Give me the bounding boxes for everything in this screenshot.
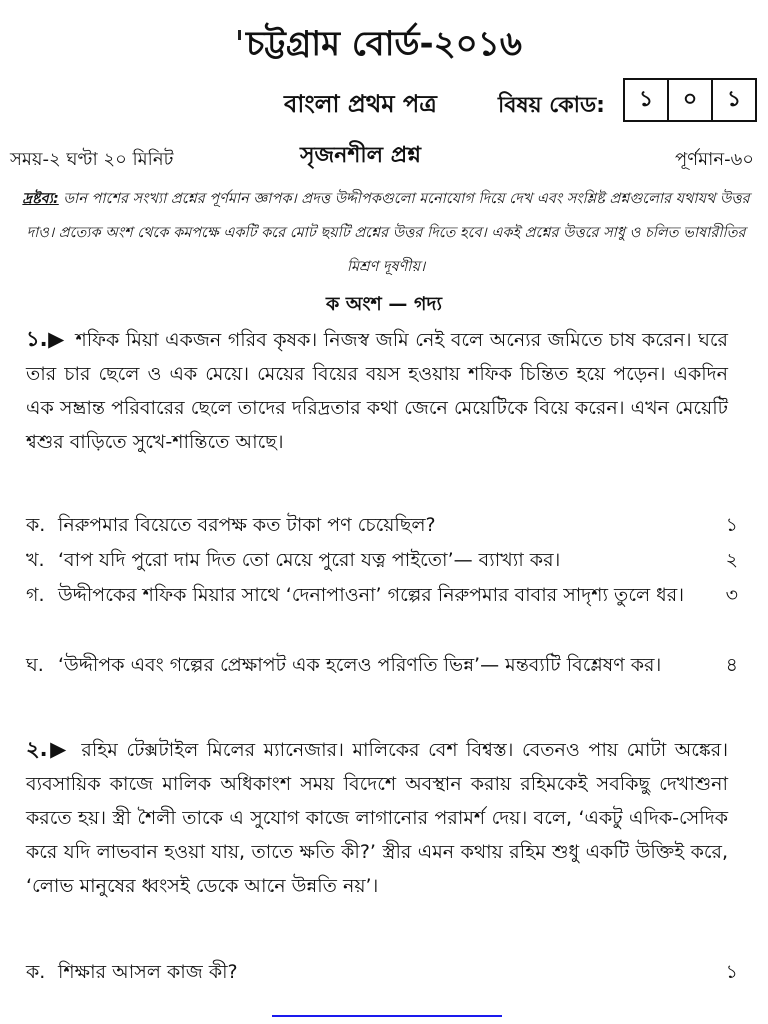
- subject-code-digit: ০: [667, 78, 713, 122]
- subject-code-digit: ১: [623, 78, 669, 122]
- subject-code-boxes: [625, 78, 757, 122]
- question-marks: ১: [725, 514, 738, 536]
- subject-code-label: বিষয় কোড:: [498, 93, 605, 118]
- question-2-stimulus: [26, 732, 728, 903]
- board-title: চট্টগ্রাম বোর্ড-২০১৬: [246, 24, 522, 64]
- note-text: ডান পাশের সংখ্যা প্রশ্নের পূর্ণমান জ্ঞাপক। প্রদত্ত উদ্দীপকগুলো মনোযোগ দিয়ে দেখ এবং সংশ্লিষ্ট প্রশ্নগুলোর যথাযথ উত্তর দাও। প্রত্যেক অংশ থেকে কমপক্ষে একটি করে মোট ছয়টি প্রশ্নের উত্তর দিতে হবে। একই প্রশ্নের উত্তরে সাধু ও চলিত ভাষারীতির মিশ্রণ দূষণীয়।: [26, 191, 750, 275]
- question-letter: ক.: [26, 961, 46, 983]
- question-1-number: ১.▶: [26, 327, 65, 351]
- question-2-part-ka: [26, 955, 738, 989]
- question-marks: ৩: [725, 584, 738, 606]
- full-marks: পূর্ণমান-৬০: [675, 149, 754, 170]
- link-underline[interactable]: [272, 1015, 502, 1017]
- question-1-stimulus: [26, 322, 728, 459]
- section-type: সৃজনশীল প্রশ্ন: [300, 143, 421, 168]
- question-1-part-gha: [26, 648, 738, 682]
- paper-title: বাংলা প্রথম পত্র: [284, 90, 437, 118]
- question-letter: গ.: [26, 584, 45, 606]
- question-marks: ৪: [725, 654, 738, 676]
- question-letter: ক.: [26, 514, 46, 536]
- question-text: উদ্দীপকের শফিক মিয়ার সাথে ‘দেনাপাওনা’ গল্পের নিরুপমার বাবার সাদৃশ্য তুলে ধর।: [58, 584, 685, 606]
- subject-code-digit: ১: [711, 78, 757, 122]
- question-2-number: ২.▶: [26, 737, 69, 761]
- question-text: ‘উদ্দীপক এবং গল্পের প্রেক্ষাপট এক হলেও পরিণতি ভিন্ন’— মন্তব্যটি বিশ্লেষণ কর।: [58, 654, 662, 676]
- question-1-part-ga: [26, 578, 738, 612]
- question-letter: খ.: [26, 549, 45, 571]
- question-1-stimulus-text: শফিক মিয়া একজন গরিব কৃষক। নিজস্ব জমি নেই বলে অন্যের জমিতে চাষ করেন। ঘরে তার চার ছেলে ও এক মেয়ে। মেয়ের বিয়ের বয়স হওয়ায় শফিক চিন্তিত হয়ে পড়েন। একদিন এক সম্ভ্রান্ত পরিবারের ছেলে তাদের দরিদ্রতার কথা জেনে মেয়েটিকে বিয়ে করেন। এখন মেয়েটি শ্বশুর বাড়িতে সুখে-শান্তিতে আছে।: [26, 329, 728, 453]
- question-text: ‘বাপ যদি পুরো দাম দিত তো মেয়ে পুরো যত্ন পাইতো’— ব্যাখ্যা কর।: [58, 549, 561, 571]
- question-letter: ঘ.: [26, 654, 44, 676]
- question-marks: ১: [725, 961, 738, 983]
- exam-duration: সময়-২ ঘণ্টা ২০ মিনিট: [10, 149, 174, 170]
- question-marks: ২: [725, 549, 738, 571]
- part-heading: ক অংশ — গদ্য: [326, 293, 442, 315]
- instructions-note: [22, 182, 750, 284]
- question-text: নিরুপমার বিয়েতে বরপক্ষ কত টাকা পণ চেয়েছিল?: [58, 514, 436, 536]
- question-text: শিক্ষার আসল কাজ কী?: [58, 961, 238, 983]
- note-label: দ্রষ্টব্য:: [22, 191, 59, 207]
- question-1-part-kha: [26, 543, 738, 577]
- question-2-stimulus-text: রহিম টেক্সটাইল মিলের ম্যানেজার। মালিকের বেশ বিশ্বস্ত। বেতনও পায় মোটা অঙ্কের। ব্যবসায়িক কাজে মালিক অধিকাংশ সময় বিদেশে অবস্থান করায় রহিমকেই সবকিছু দেখাশুনা করতে হয়। স্ত্রী শৈলী তাকে এ সুযোগ কাজে লাগানোর পরামর্শ দেয়। বলে, ‘একটু এদিক-সেদিক করে যদি লাভবান হওয়া যায়, তাতে ক্ষতি কী?’ স্ত্রীর এমন কথায় রহিম শুধু একটি উক্তিই করে, ‘লোভ মানুষের ধ্বংসই ডেকে আনে উন্নতি নয়’।: [26, 739, 728, 897]
- question-1-part-ka: [26, 508, 738, 542]
